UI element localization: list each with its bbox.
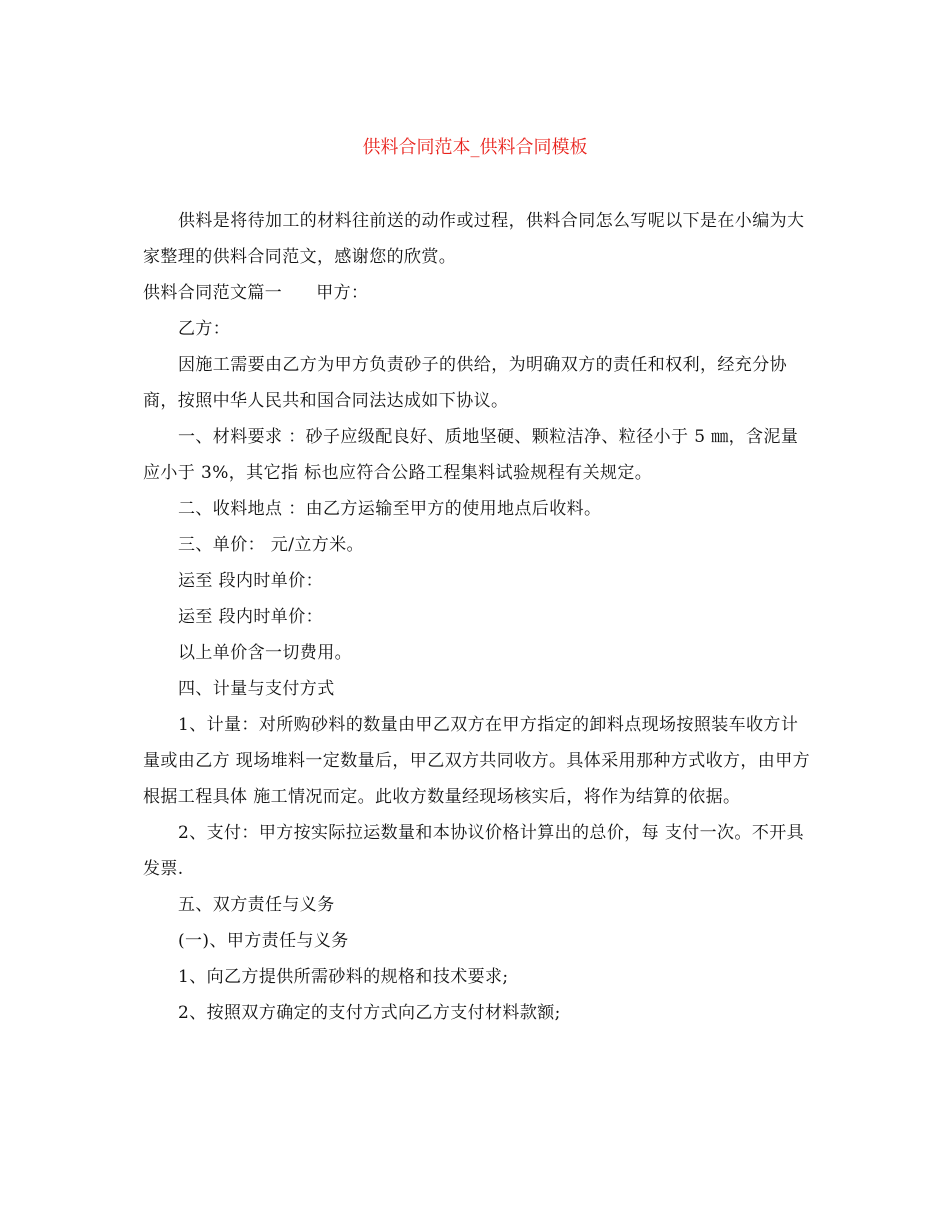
paragraph-heading-line — [143, 275, 815, 311]
paragraph-payment: 2、支付：甲方按实际拉运数量和本协议价格计算出的总价，每 支付一次。不开具发票. — [143, 823, 805, 879]
paragraph-price-includes: 以上单价含一切费用。 — [178, 643, 352, 663]
paragraph-price-line-2: 运至 段内时单价： — [178, 607, 324, 627]
section-measurement-heading: 四、计量与支付方式 — [178, 679, 335, 699]
paragraph-party-a-duty-2: 2、按照双方确定的支付方式向乙方支付材料款额; — [178, 1003, 561, 1023]
party-b-label: 乙方： — [178, 319, 231, 339]
section-heading: 供料合同范文篇一 — [143, 283, 283, 303]
paragraph-receiving-location: 二、收料地点 ：由乙方运输至甲方的使用地点后收料。 — [178, 499, 602, 519]
paragraph-purpose: 因施工需要由乙方为甲方负责砂子的供给，为明确双方的责任和权利，经充分协 商，按照中华人民共和国合同法达成如下协议。 — [143, 355, 787, 411]
paragraph-price-line-1: 运至 段内时单价： — [178, 571, 324, 591]
paragraph-measurement: 1、计量：对所购砂料的数量由甲乙双方在甲方指定的卸料点现场按照装车收方计量或由乙方 现场堆料一定数量后，甲乙双方共同收方。具体采用那种方式收方，由甲方根据工程具体 施工情况而定。此收方数量经现场核实后，将作为结算的依据。 — [143, 715, 811, 807]
subsection-party-a-heading: (一)、甲方责任与义务 — [178, 931, 349, 951]
document-body — [143, 203, 815, 1031]
document-title: 供料合同范本_供料合同模板 — [362, 137, 588, 158]
paragraph-material-requirements: 一、材料要求 ：砂子应级配良好、质地坚硬、颗粒洁净、粒径小于 5 ㎜，含泥量应小于 3%，其它指 标也应符合公路工程集料试验规程有关规定。 — [143, 427, 799, 483]
paragraph-intro: 供料是将待加工的材料往前送的动作或过程，供料合同怎么写呢以下是在小编为大家整理的供料合同范文，感谢您的欣赏。 — [143, 211, 805, 267]
party-a-label: 甲方： — [316, 283, 369, 303]
section-responsibilities-heading: 五、双方责任与义务 — [178, 895, 335, 915]
paragraph-party-a-duty-1: 1、向乙方提供所需砂料的规格和技术要求; — [178, 967, 509, 987]
paragraph-unit-price: 三、单价： 元/立方米。 — [178, 535, 364, 555]
